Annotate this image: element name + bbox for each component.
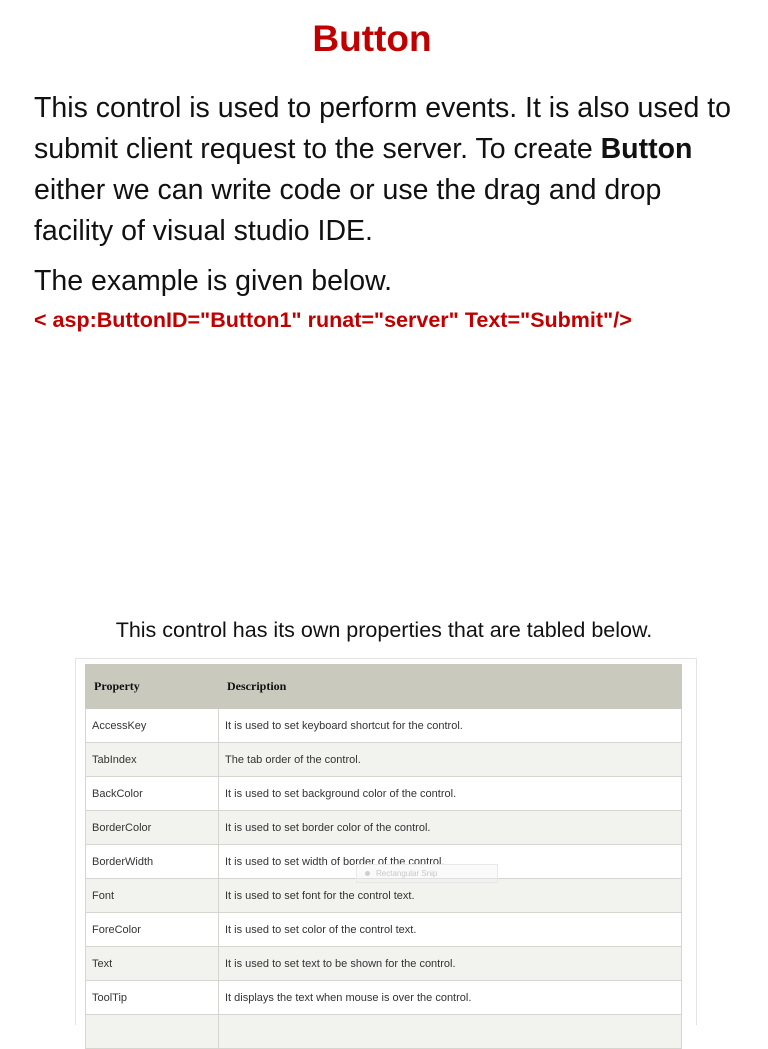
rectangular-snip-overlay (356, 864, 498, 883)
description-cell (219, 1015, 682, 1049)
table-row (86, 777, 682, 811)
description-cell: It is used to set color of the control text. (219, 913, 682, 947)
description-cell: It is used to set text to be shown for the control. (219, 947, 682, 981)
property-cell: ToolTip (86, 981, 219, 1015)
property-cell: AccessKey (86, 709, 219, 743)
description-cell: It is used to set keyboard shortcut for the control. (219, 709, 682, 743)
description-cell: It is used to set font for the control text. (219, 879, 682, 913)
intro-text-end: either we can write code or use the drag and drop facility of visual studio IDE. (34, 174, 662, 247)
intro-text-start: This control is used to perform events. It is also used to submit client request to the server. To create (34, 92, 731, 165)
header-property: Property (86, 665, 219, 709)
intro-bold-keyword: Button (600, 133, 693, 165)
header-description: Description (219, 665, 682, 709)
description-cell: It is used to set width of border of the control. (219, 845, 682, 879)
table-row (86, 981, 682, 1015)
table-row (86, 947, 682, 981)
property-cell: BorderWidth (86, 845, 219, 879)
snip-label: Rectangular Snip (376, 869, 438, 878)
property-cell (86, 1015, 219, 1049)
description-cell: It is used to set background color of the control. (219, 777, 682, 811)
properties-table (85, 664, 682, 1049)
property-cell: ForeColor (86, 913, 219, 947)
snip-icon (365, 871, 370, 876)
description-cell: It is used to set border color of the control. (219, 811, 682, 845)
property-cell: BackColor (86, 777, 219, 811)
table-row (86, 709, 682, 743)
table-header-row (86, 665, 682, 709)
table-row (86, 1015, 682, 1049)
table-row (86, 811, 682, 845)
slide-title: Button (312, 18, 432, 59)
property-cell: TabIndex (86, 743, 219, 777)
code-sample: < asp:ButtonID="Button1" runat="server" Text="Submit"/> (34, 308, 632, 332)
property-cell: BorderColor (86, 811, 219, 845)
table-row (86, 743, 682, 777)
example-paragraph: The example is given below. (34, 265, 393, 297)
property-cell: Text (86, 947, 219, 981)
table-row (86, 879, 682, 913)
intro-paragraph (34, 88, 734, 252)
property-cell: Font (86, 879, 219, 913)
table-row (86, 913, 682, 947)
table-caption: This control has its own properties that are tabled below. (115, 618, 653, 642)
description-cell: The tab order of the control. (219, 743, 682, 777)
description-cell: It displays the text when mouse is over the control. (219, 981, 682, 1015)
